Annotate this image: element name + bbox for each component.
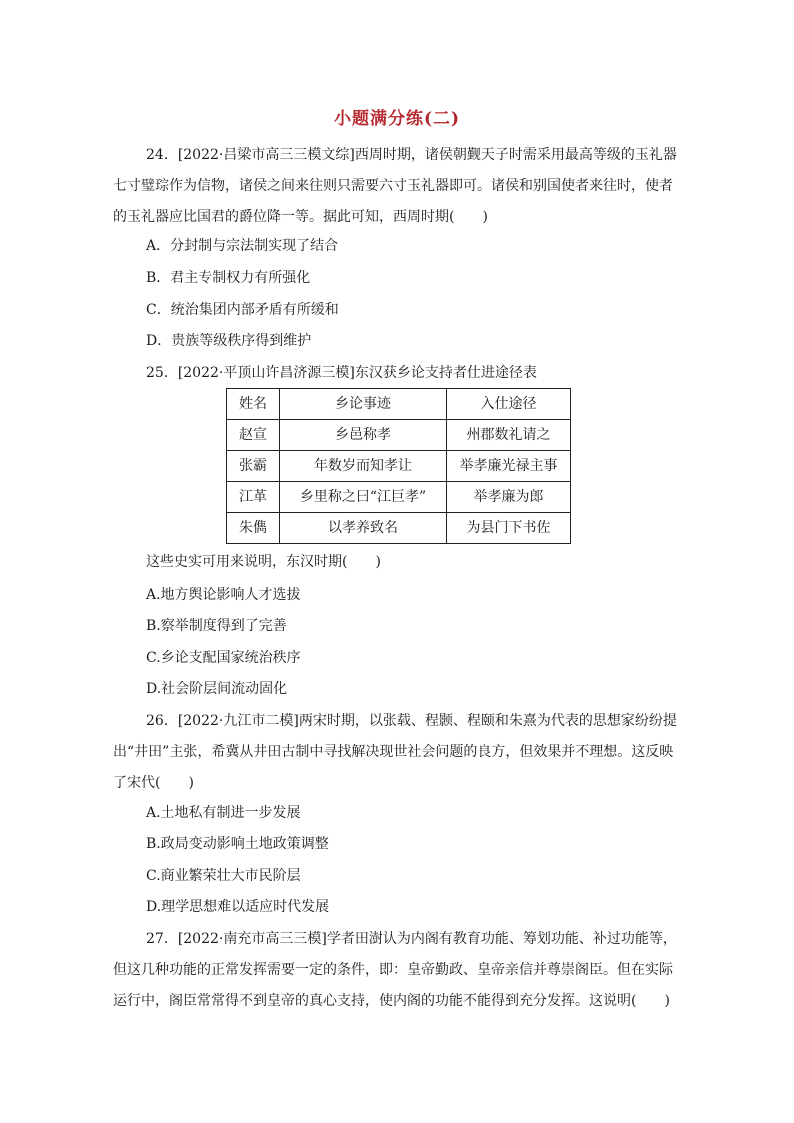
table-header-cell: 乡论事迹 <box>280 389 447 420</box>
table-row <box>227 451 571 482</box>
question-25-option-b: B.察举制度得到了完善 <box>146 618 287 634</box>
q25-table <box>226 388 571 544</box>
question-24-option-d: D．贵族等级秩序得到维护 <box>146 333 312 349</box>
table-row <box>227 513 571 544</box>
table-cell: 举孝廉为郎 <box>447 482 571 513</box>
table-cell: 江革 <box>227 482 280 513</box>
table-cell: 州郡数礼请之 <box>447 420 571 451</box>
page-title: 小题满分练(二) <box>333 109 461 129</box>
question-25-prompt: 这些史实可用来说明，东汉时期( ) <box>146 554 381 570</box>
question-24-stem: 24．[2022·吕梁市高三三模文综]西周时期，诸侯朝觐天子时需采用最高等级的玉礼器七寸璧琮作为信物，诸侯之间来往则只需要六寸玉礼器即可。诸侯和别国使者来往时，使者的玉礼器应比国君的爵位降一等。据此可知，西周时期( ) <box>113 147 677 225</box>
question-24-option-c: C．统治集团内部矛盾有所缓和 <box>146 302 339 318</box>
question-25-stem: 25．[2022·平顶山许昌济源三模]东汉获乡论支持者仕进途径表 <box>146 365 537 381</box>
table-cell: 乡里称之曰“江巨孝” <box>280 482 447 513</box>
question-25-option-d: D.社会阶层间流动固化 <box>146 681 288 697</box>
question-27-stem: 27．[2022·南充市高三三模]学者田澍认为内阁有教育功能、筹划功能、补过功能等，但这几种功能的正常发挥需要一定的条件，即：皇帝勤政、皇帝亲信并尊崇阁臣。但在实际运行中，阁臣常常得不到皇帝的真心支持，使内阁的功能不能得到充分发挥。这说明( ) <box>113 931 677 1009</box>
table-cell: 以孝养致名 <box>280 513 447 544</box>
table-header-row <box>227 389 571 420</box>
question-26-option-a: A.土地私有制进一步发展 <box>146 805 301 821</box>
question-25-option-c: C.乡论支配国家统治秩序 <box>146 650 301 666</box>
table-row <box>227 482 571 513</box>
table-cell: 乡邑称孝 <box>280 420 447 451</box>
table-header-cell: 姓名 <box>227 389 280 420</box>
question-24-option-a: A．分封制与宗法制实现了结合 <box>146 238 339 254</box>
table-row <box>227 420 571 451</box>
question-24-option-b: B．君主专制权力有所强化 <box>146 270 311 286</box>
question-26-option-b: B.政局变动影响土地政策调整 <box>146 836 329 852</box>
question-26-option-d: D.理学思想难以适应时代发展 <box>146 899 330 915</box>
table-header-cell: 入仕途径 <box>447 389 571 420</box>
table-cell: 为县门下书佐 <box>447 513 571 544</box>
table-cell: 年数岁而知孝让 <box>280 451 447 482</box>
table-cell: 张霸 <box>227 451 280 482</box>
table-cell: 举孝廉光禄主事 <box>447 451 571 482</box>
question-26-option-c: C.商业繁荣壮大市民阶层 <box>146 868 301 884</box>
table-cell: 赵宣 <box>227 420 280 451</box>
table-cell: 朱儁 <box>227 513 280 544</box>
question-25-option-a: A.地方舆论影响人才选拔 <box>146 587 301 603</box>
question-26-stem: 26．[2022·九江市二模]两宋时期，以张载、程颢、程颐和朱熹为代表的思想家纷纷提出“井田”主张，希冀从井田古制中寻找解决现世社会问题的良方，但效果并不理想。这反映了宋代( ) <box>113 713 677 791</box>
